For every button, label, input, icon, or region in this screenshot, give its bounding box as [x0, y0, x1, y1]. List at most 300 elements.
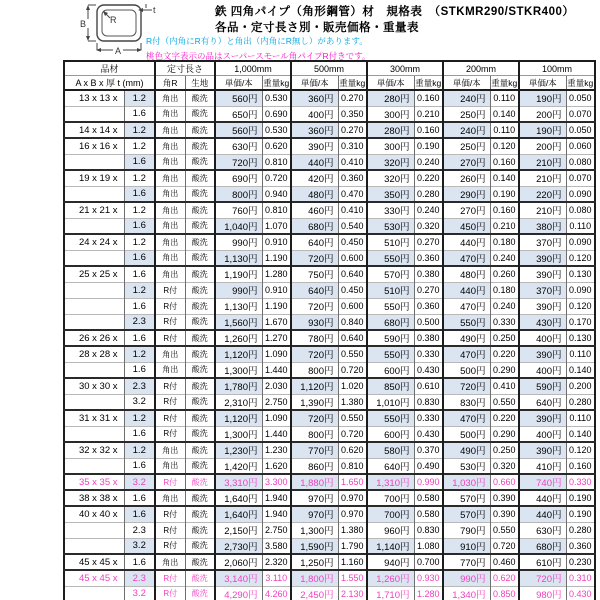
cell-weight-200: 0.330 — [490, 314, 519, 330]
cell-weight-200: 0.290 — [490, 426, 519, 442]
cell-price-300: 530円 — [367, 218, 414, 234]
cell-size — [64, 186, 124, 202]
cell-thickness: 1.6 — [124, 298, 155, 314]
cell-weight-500: 0.720 — [338, 426, 367, 442]
cell-price-300: 1,140円 — [367, 538, 414, 554]
cell-thickness: 2.3 — [124, 522, 155, 538]
cell-price-200: 470円 — [443, 346, 490, 362]
cell-weight-300: 0.580 — [414, 490, 443, 506]
header-fixed-length: 定寸長さ — [155, 61, 215, 76]
cell-weight-500: 0.310 — [338, 138, 367, 154]
cell-thickness: 1.6 — [124, 154, 155, 170]
cell-weight-1000: 1.190 — [262, 250, 291, 266]
cell-price-300: 300円 — [367, 106, 414, 122]
cell-weight-300: 0.930 — [414, 570, 443, 586]
table-row — [64, 314, 595, 330]
cell-finish: 酸洗 — [185, 346, 215, 362]
cell-weight-500: 2.130 — [338, 586, 367, 600]
cell-finish: 酸洗 — [185, 442, 215, 458]
cell-price-300: 550円 — [367, 346, 414, 362]
cell-weight-1000: 1.670 — [262, 314, 291, 330]
cell-price-300: 600円 — [367, 362, 414, 378]
cell-weight-100: 0.280 — [566, 394, 595, 410]
header-size: A x B x 厚 t (mm) — [64, 76, 155, 91]
cell-size: 35 x 35 x — [64, 474, 124, 490]
cell-price-100: 200円 — [519, 138, 566, 154]
cell-thickness: 2.3 — [124, 378, 155, 394]
cell-price-1000: 2,060円 — [215, 554, 262, 570]
cell-size: 32 x 32 x — [64, 442, 124, 458]
header-unit-price: 単価/本 — [519, 76, 566, 91]
cell-price-100: 590円 — [519, 378, 566, 394]
table-row — [64, 154, 595, 170]
table-row — [64, 250, 595, 266]
cell-size: 31 x 31 x — [64, 410, 124, 426]
cell-weight-1000: 0.690 — [262, 106, 291, 122]
cell-price-500: 360円 — [291, 90, 338, 106]
cell-weight-100: 0.120 — [566, 298, 595, 314]
cell-weight-300: 0.160 — [414, 90, 443, 106]
cell-weight-300: 0.830 — [414, 394, 443, 410]
header-length-200: 200mm — [443, 61, 519, 76]
cell-finish: 酸洗 — [185, 234, 215, 250]
cell-price-300: 700円 — [367, 490, 414, 506]
table-row — [64, 474, 595, 490]
table-row — [64, 538, 595, 554]
cell-size — [64, 218, 124, 234]
cell-corner-type: 角出 — [155, 554, 185, 570]
cell-corner-type: R付 — [155, 474, 185, 490]
cell-price-500: 970円 — [291, 490, 338, 506]
cell-weight-500: 0.600 — [338, 298, 367, 314]
cell-price-100: 390円 — [519, 346, 566, 362]
header-weight: 重量kg — [262, 76, 291, 91]
cell-weight-100: 0.090 — [566, 282, 595, 298]
cell-size — [64, 106, 124, 122]
cell-price-200: 830円 — [443, 394, 490, 410]
cell-finish: 酸洗 — [185, 106, 215, 122]
cell-corner-type: 角出 — [155, 362, 185, 378]
cell-weight-100: 0.360 — [566, 538, 595, 554]
cell-size — [64, 250, 124, 266]
cell-price-1000: 560円 — [215, 90, 262, 106]
cell-price-300: 940円 — [367, 554, 414, 570]
cell-price-300: 510円 — [367, 282, 414, 298]
cell-weight-1000: 1.070 — [262, 218, 291, 234]
cell-finish: 酸洗 — [185, 298, 215, 314]
price-table-body — [64, 90, 595, 600]
table-row — [64, 442, 595, 458]
table-row — [64, 426, 595, 442]
cell-price-1000: 1,640円 — [215, 506, 262, 522]
cell-weight-500: 1.380 — [338, 394, 367, 410]
cell-price-100: 370円 — [519, 234, 566, 250]
cell-weight-300: 0.320 — [414, 218, 443, 234]
cell-price-100: 390円 — [519, 266, 566, 282]
cell-finish: 酸洗 — [185, 474, 215, 490]
cell-weight-1000: 1.280 — [262, 266, 291, 282]
cell-price-1000: 2,310円 — [215, 394, 262, 410]
cell-weight-100: 0.140 — [566, 426, 595, 442]
cell-corner-type: 角出 — [155, 202, 185, 218]
cell-corner-type: 角出 — [155, 122, 185, 138]
cell-corner-type: 角出 — [155, 346, 185, 362]
header-finish: 生地 — [185, 76, 215, 91]
cell-size: 24 x 24 x — [64, 234, 124, 250]
cell-weight-100: 0.170 — [566, 314, 595, 330]
cell-weight-200: 0.390 — [490, 506, 519, 522]
cell-size: 16 x 16 x — [64, 138, 124, 154]
cell-thickness: 1.6 — [124, 490, 155, 506]
cell-price-100: 720円 — [519, 570, 566, 586]
cell-price-100: 390円 — [519, 250, 566, 266]
cell-size: 45 x 45 x — [64, 554, 124, 570]
cell-weight-100: 0.140 — [566, 362, 595, 378]
cell-price-500: 400円 — [291, 106, 338, 122]
table-row — [64, 170, 595, 186]
price-table — [63, 60, 596, 600]
cell-price-1000: 3,140円 — [215, 570, 262, 586]
cell-corner-type: R付 — [155, 330, 185, 346]
cell-thickness: 1.2 — [124, 346, 155, 362]
cell-corner-type: 角出 — [155, 442, 185, 458]
cell-weight-200: 0.220 — [490, 410, 519, 426]
cell-price-200: 470円 — [443, 250, 490, 266]
cell-price-200: 260円 — [443, 170, 490, 186]
cell-price-200: 570円 — [443, 506, 490, 522]
cell-weight-300: 0.430 — [414, 426, 443, 442]
cell-weight-500: 0.270 — [338, 122, 367, 138]
table-row — [64, 122, 595, 138]
cell-weight-100: 0.110 — [566, 346, 595, 362]
cell-price-200: 270円 — [443, 154, 490, 170]
cell-weight-500: 0.410 — [338, 154, 367, 170]
cell-size — [64, 394, 124, 410]
cell-price-100: 370円 — [519, 282, 566, 298]
cell-weight-200: 0.460 — [490, 554, 519, 570]
table-row — [64, 234, 595, 250]
cell-weight-100: 0.060 — [566, 138, 595, 154]
cell-weight-1000: 1.940 — [262, 490, 291, 506]
cell-weight-1000: 1.090 — [262, 410, 291, 426]
cell-weight-200: 0.240 — [490, 250, 519, 266]
cell-weight-200: 0.110 — [490, 90, 519, 106]
cell-price-100: 400円 — [519, 362, 566, 378]
cell-weight-500: 0.810 — [338, 458, 367, 474]
cell-weight-300: 0.330 — [414, 410, 443, 426]
cell-weight-300: 1.080 — [414, 538, 443, 554]
cell-finish: 酸洗 — [185, 426, 215, 442]
cell-price-100: 220円 — [519, 186, 566, 202]
table-row — [64, 218, 595, 234]
cell-price-1000: 2,150円 — [215, 522, 262, 538]
cell-finish: 酸洗 — [185, 554, 215, 570]
cell-weight-1000: 0.810 — [262, 154, 291, 170]
cell-weight-300: 0.190 — [414, 138, 443, 154]
table-row — [64, 330, 595, 346]
table-row — [64, 202, 595, 218]
cell-price-200: 470円 — [443, 410, 490, 426]
cell-weight-300: 0.270 — [414, 282, 443, 298]
cell-price-1000: 1,190円 — [215, 266, 262, 282]
cell-weight-100: 0.130 — [566, 266, 595, 282]
cell-price-1000: 990円 — [215, 234, 262, 250]
cell-corner-type: R付 — [155, 282, 185, 298]
cell-weight-300: 0.240 — [414, 202, 443, 218]
cell-weight-200: 0.180 — [490, 282, 519, 298]
cell-weight-500: 0.970 — [338, 506, 367, 522]
header-row-columns — [64, 76, 595, 91]
cell-weight-200: 0.250 — [490, 442, 519, 458]
cell-price-300: 640円 — [367, 458, 414, 474]
cell-weight-1000: 1.940 — [262, 506, 291, 522]
cell-weight-100: 0.160 — [566, 458, 595, 474]
cell-thickness: 1.6 — [124, 330, 155, 346]
cell-weight-1000: 0.620 — [262, 138, 291, 154]
cell-size: 28 x 28 x — [64, 346, 124, 362]
cell-weight-500: 0.620 — [338, 442, 367, 458]
cell-price-100: 410円 — [519, 458, 566, 474]
cell-thickness: 1.2 — [124, 122, 155, 138]
cell-finish: 酸洗 — [185, 122, 215, 138]
cell-price-100: 680円 — [519, 538, 566, 554]
cell-weight-200: 0.140 — [490, 170, 519, 186]
note-pink-items: 桃色文字表示の品はスーパースモール角パイプR付きです。 — [146, 51, 371, 61]
cell-price-300: 320円 — [367, 170, 414, 186]
table-row — [64, 410, 595, 426]
header-unit-price: 単価/本 — [367, 76, 414, 91]
cell-price-500: 720円 — [291, 410, 338, 426]
cell-price-500: 1,390円 — [291, 394, 338, 410]
diagram-label-r: R — [110, 15, 117, 25]
header-length-100: 100mm — [519, 61, 595, 76]
cell-size: 30 x 30 x — [64, 378, 124, 394]
cell-thickness: 1.6 — [124, 362, 155, 378]
cell-finish: 酸洗 — [185, 218, 215, 234]
cell-corner-type: 角出 — [155, 170, 185, 186]
cell-finish: 酸洗 — [185, 170, 215, 186]
cell-size: 26 x 26 x — [64, 330, 124, 346]
cell-weight-500: 1.790 — [338, 538, 367, 554]
cell-thickness: 1.2 — [124, 138, 155, 154]
cell-price-200: 240円 — [443, 122, 490, 138]
cell-price-200: 1,030円 — [443, 474, 490, 490]
cell-thickness: 1.2 — [124, 90, 155, 106]
header-length-1000: 1,000mm — [215, 61, 291, 76]
cell-weight-200: 0.620 — [490, 570, 519, 586]
cell-weight-1000: 0.940 — [262, 186, 291, 202]
cell-price-100: 210円 — [519, 154, 566, 170]
cell-weight-100: 0.070 — [566, 170, 595, 186]
cell-corner-type: R付 — [155, 570, 185, 586]
cell-price-300: 510円 — [367, 234, 414, 250]
cell-price-100: 980円 — [519, 586, 566, 600]
cell-weight-1000: 0.810 — [262, 202, 291, 218]
cell-finish: 酸洗 — [185, 538, 215, 554]
cell-price-200: 250円 — [443, 138, 490, 154]
cell-weight-1000: 2.750 — [262, 522, 291, 538]
cell-weight-200: 0.550 — [490, 522, 519, 538]
cell-size: 21 x 21 x — [64, 202, 124, 218]
cell-price-300: 280円 — [367, 90, 414, 106]
cell-price-500: 800円 — [291, 362, 338, 378]
cell-size: 19 x 19 x — [64, 170, 124, 186]
cell-price-500: 720円 — [291, 298, 338, 314]
cell-weight-100: 0.050 — [566, 122, 595, 138]
cell-weight-300: 0.380 — [414, 330, 443, 346]
cell-weight-100: 0.120 — [566, 442, 595, 458]
cell-weight-1000: 1.440 — [262, 426, 291, 442]
cell-weight-300: 0.430 — [414, 362, 443, 378]
cell-weight-500: 0.550 — [338, 346, 367, 362]
cell-price-1000: 630円 — [215, 138, 262, 154]
cell-finish: 酸洗 — [185, 458, 215, 474]
cell-corner-type: R付 — [155, 586, 185, 600]
cell-price-100: 390円 — [519, 410, 566, 426]
cell-weight-100: 0.130 — [566, 330, 595, 346]
cell-price-200: 240円 — [443, 90, 490, 106]
cell-price-300: 960円 — [367, 522, 414, 538]
cell-corner-type: 角出 — [155, 490, 185, 506]
cell-weight-500: 1.020 — [338, 378, 367, 394]
cell-price-100: 610円 — [519, 554, 566, 570]
cell-price-300: 580円 — [367, 442, 414, 458]
cell-price-1000: 720円 — [215, 154, 262, 170]
cell-thickness: 1.2 — [124, 234, 155, 250]
table-row — [64, 138, 595, 154]
cell-weight-300: 0.330 — [414, 346, 443, 362]
diagram-label-b: B — [80, 19, 87, 29]
cell-corner-type: 角出 — [155, 218, 185, 234]
cell-finish: 酸洗 — [185, 362, 215, 378]
cell-weight-1000: 1.620 — [262, 458, 291, 474]
cell-price-200: 1,340円 — [443, 586, 490, 600]
page-title: 鉄 四角パイプ（角形鋼管）材 規格表 （STKMR290/STKR400） — [215, 6, 575, 18]
cell-weight-500: 0.350 — [338, 106, 367, 122]
table-row — [64, 554, 595, 570]
cell-finish: 酸洗 — [185, 586, 215, 600]
cell-price-1000: 1,120円 — [215, 346, 262, 362]
cell-corner-type: 角出 — [155, 106, 185, 122]
cell-thickness: 1.2 — [124, 442, 155, 458]
table-row — [64, 90, 595, 106]
cell-size: 13 x 13 x — [64, 90, 124, 106]
header-unit-price: 単価/本 — [443, 76, 490, 91]
cell-weight-100: 0.190 — [566, 506, 595, 522]
cell-weight-300: 0.210 — [414, 106, 443, 122]
table-row — [64, 586, 595, 600]
cell-weight-1000: 1.440 — [262, 362, 291, 378]
cell-weight-200: 0.220 — [490, 346, 519, 362]
cell-weight-500: 0.410 — [338, 202, 367, 218]
cell-corner-type: 角出 — [155, 266, 185, 282]
cell-weight-500: 0.450 — [338, 282, 367, 298]
table-row — [64, 298, 595, 314]
cell-weight-200: 0.110 — [490, 122, 519, 138]
header-length-500: 500mm — [291, 61, 367, 76]
cell-weight-100: 0.430 — [566, 586, 595, 600]
cell-weight-200: 0.190 — [490, 186, 519, 202]
header-unit-price: 単価/本 — [215, 76, 262, 91]
cell-price-500: 460円 — [291, 202, 338, 218]
cell-weight-200: 0.320 — [490, 458, 519, 474]
cell-price-100: 440円 — [519, 490, 566, 506]
cell-weight-500: 0.600 — [338, 250, 367, 266]
cell-weight-500: 0.720 — [338, 362, 367, 378]
header-material: 品材 — [64, 61, 155, 76]
cell-price-100: 210円 — [519, 202, 566, 218]
cell-thickness: 3.2 — [124, 394, 155, 410]
cell-price-200: 450円 — [443, 218, 490, 234]
cell-weight-100: 0.310 — [566, 570, 595, 586]
cell-finish: 酸洗 — [185, 90, 215, 106]
cell-price-100: 380円 — [519, 218, 566, 234]
cell-corner-type: 角出 — [155, 250, 185, 266]
cell-price-100: 190円 — [519, 90, 566, 106]
cell-weight-300: 1.280 — [414, 586, 443, 600]
cell-thickness: 1.6 — [124, 554, 155, 570]
cell-price-200: 500円 — [443, 362, 490, 378]
cell-price-300: 550円 — [367, 250, 414, 266]
cell-price-500: 420円 — [291, 170, 338, 186]
cell-price-500: 800円 — [291, 426, 338, 442]
cell-weight-500: 1.380 — [338, 522, 367, 538]
header-unit-price: 単価/本 — [291, 76, 338, 91]
cell-size — [64, 586, 124, 600]
cell-weight-100: 0.080 — [566, 154, 595, 170]
cell-finish: 酸洗 — [185, 282, 215, 298]
cell-finish: 酸洗 — [185, 522, 215, 538]
cell-price-200: 550円 — [443, 314, 490, 330]
cell-thickness: 1.6 — [124, 266, 155, 282]
cell-price-100: 740円 — [519, 474, 566, 490]
header-weight: 重量kg — [490, 76, 519, 91]
cell-weight-100: 0.120 — [566, 250, 595, 266]
cell-weight-1000: 2.030 — [262, 378, 291, 394]
table-row — [64, 106, 595, 122]
table-row — [64, 522, 595, 538]
cell-finish: 酸洗 — [185, 394, 215, 410]
cell-corner-type: R付 — [155, 538, 185, 554]
cell-thickness: 1.6 — [124, 186, 155, 202]
cell-price-500: 770円 — [291, 442, 338, 458]
cell-size — [64, 362, 124, 378]
table-row — [64, 346, 595, 362]
cell-weight-300: 0.220 — [414, 170, 443, 186]
cell-price-300: 1,010円 — [367, 394, 414, 410]
cell-price-100: 400円 — [519, 426, 566, 442]
cell-finish: 酸洗 — [185, 138, 215, 154]
cell-weight-500: 0.640 — [338, 330, 367, 346]
cell-finish: 酸洗 — [185, 330, 215, 346]
cell-weight-200: 0.240 — [490, 298, 519, 314]
cell-price-200: 570円 — [443, 490, 490, 506]
header-length-300: 300mm — [367, 61, 443, 76]
cell-thickness: 3.2 — [124, 538, 155, 554]
cell-price-100: 390円 — [519, 298, 566, 314]
cell-price-300: 320円 — [367, 154, 414, 170]
cell-size: 25 x 25 x — [64, 266, 124, 282]
cell-weight-100: 0.190 — [566, 490, 595, 506]
cell-price-1000: 1,260円 — [215, 330, 262, 346]
cell-weight-300: 0.490 — [414, 458, 443, 474]
cell-price-200: 790円 — [443, 522, 490, 538]
cell-size: 38 x 38 x — [64, 490, 124, 506]
cell-weight-100: 0.280 — [566, 522, 595, 538]
table-row — [64, 394, 595, 410]
cell-price-300: 550円 — [367, 298, 414, 314]
cell-weight-1000: 2.750 — [262, 394, 291, 410]
